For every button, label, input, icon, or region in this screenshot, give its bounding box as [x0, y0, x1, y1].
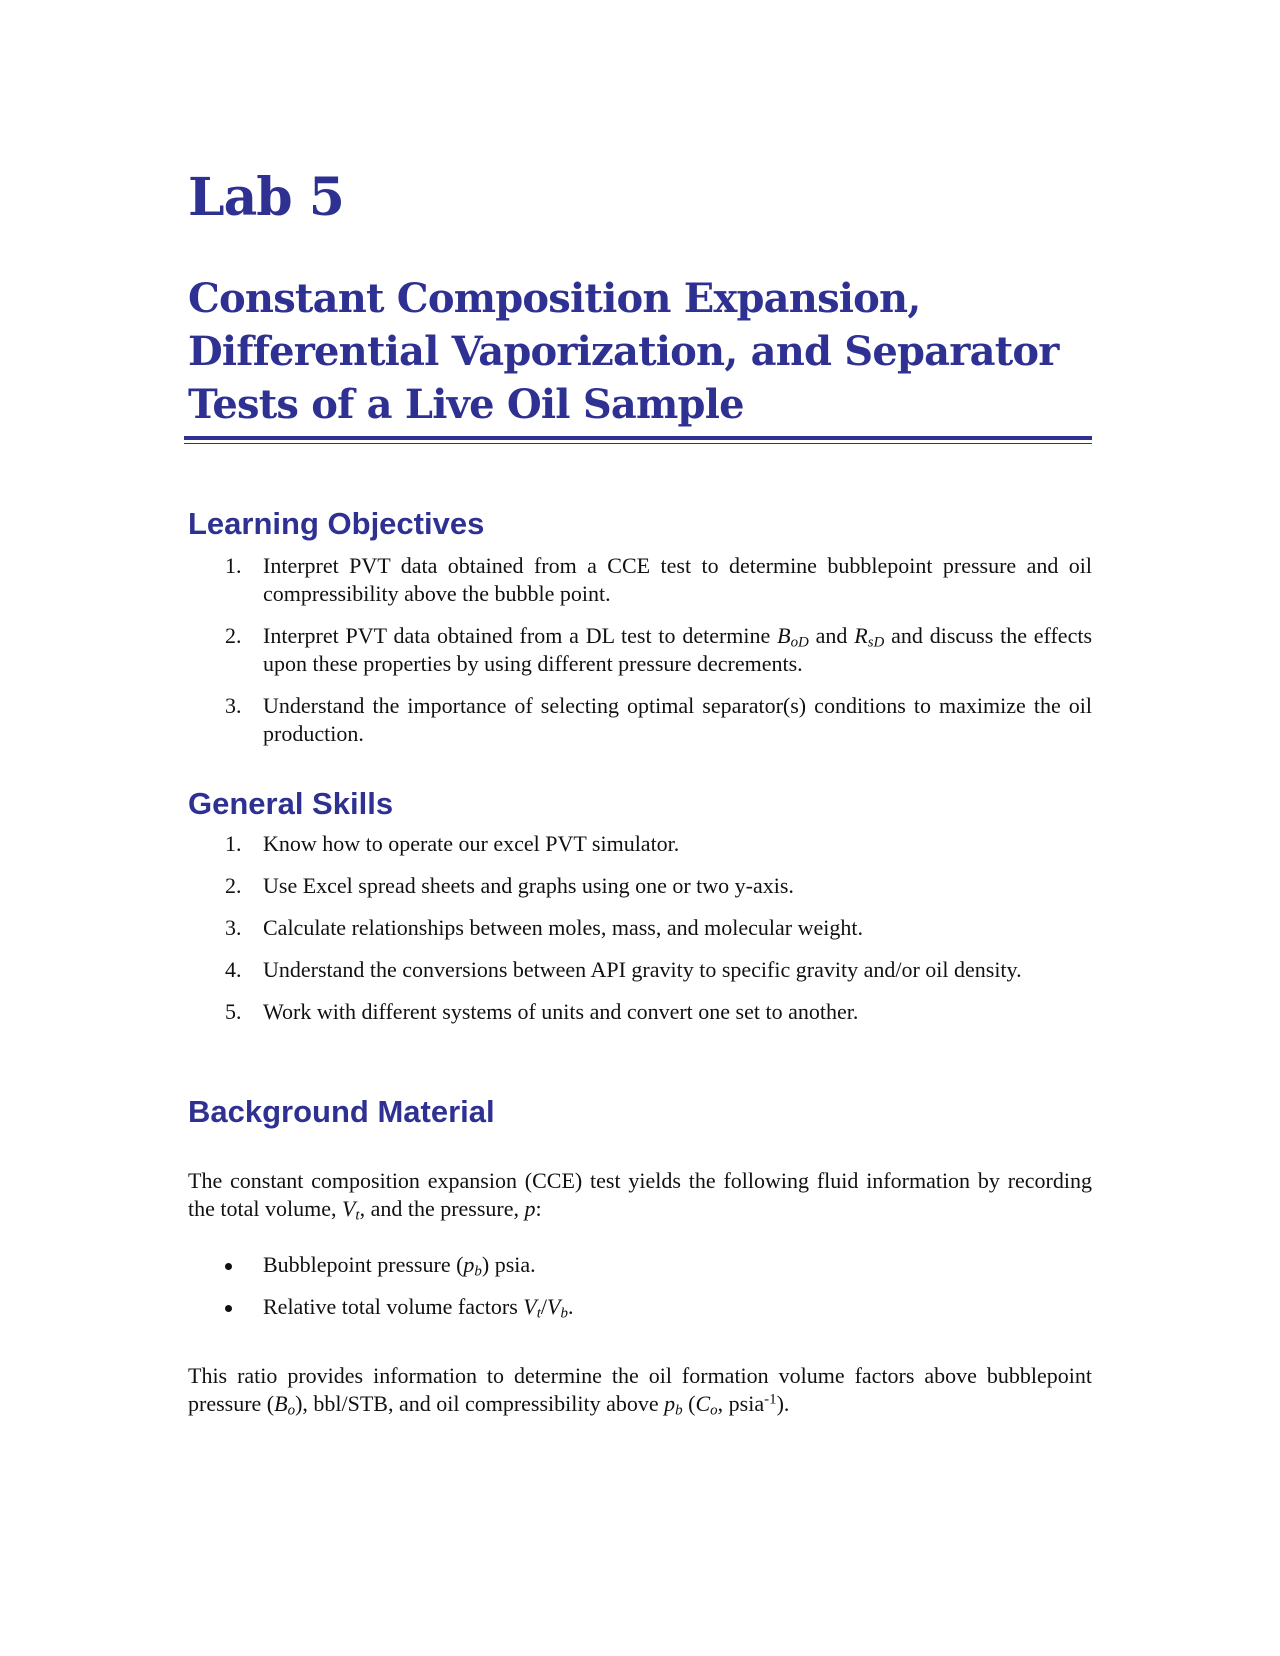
- list-item: [188, 552, 1092, 608]
- item-text: Understand the importance of selecting optimal separator(s) conditions to maximize the oil production.: [263, 693, 1092, 746]
- list-item: [188, 1293, 1092, 1321]
- item-text: Relative total volume factors $V_t/V_b$.: [263, 1294, 574, 1322]
- title-line: Differential Vaporization, and Separator: [188, 328, 1059, 375]
- learning-objectives-list: [188, 552, 1092, 748]
- item-text: Understand the conversions between API gravity to specific gravity and/or oil density.: [263, 957, 1022, 982]
- learning-objectives-heading: Learning Objectives: [188, 506, 485, 541]
- lab-label: Lab 5: [188, 167, 344, 228]
- list-item: [188, 622, 1092, 678]
- bullet-icon: [225, 1305, 232, 1312]
- item-text: Use Excel spread sheets and graphs using one or two y-axis.: [263, 873, 794, 898]
- item-number: 2.: [225, 623, 242, 648]
- list-item: [188, 998, 1092, 1026]
- background-intro-paragraph: The constant composition expansion (CCE) test yields the following fluid information by recording the total volume, $V_t$, and the pressure, p:: [188, 1168, 1092, 1224]
- item-text: Calculate relationships between moles, mass, and molecular weight.: [263, 915, 863, 940]
- list-item: [188, 830, 1092, 858]
- background-bullet-list: [188, 1251, 1092, 1321]
- item-text: Interpret PVT data obtained from a CCE test to determine bubblepoint pressure and oil compressibility above the bubble point.: [263, 553, 1092, 606]
- document-title: [188, 272, 1088, 431]
- item-text: Know how to operate our excel PVT simulator.: [263, 831, 680, 856]
- bullet-icon: [225, 1263, 232, 1270]
- list-item: [188, 1251, 1092, 1279]
- item-number: 2.: [225, 873, 242, 898]
- list-item: [188, 692, 1092, 748]
- item-number: 4.: [225, 957, 242, 982]
- item-number: 3.: [225, 915, 242, 940]
- background-material-heading: Background Material: [188, 1094, 495, 1129]
- title-line: Constant Composition Expansion,: [188, 275, 921, 322]
- item-number: 5.: [225, 999, 242, 1024]
- item-text: Bubblepoint pressure $(p_b)$ psia.: [263, 1252, 536, 1280]
- list-item: [188, 956, 1092, 984]
- item-number: 3.: [225, 693, 242, 718]
- general-skills-heading: General Skills: [188, 786, 394, 821]
- title-line: Tests of a Live Oil Sample: [188, 381, 744, 428]
- item-text: Interpret PVT data obtained from a DL test to determine $B_{oD}$ and $R_{sD}$ and discuss the effects upon these properties by using different pressure decrements.: [263, 623, 1093, 676]
- item-number: 1.: [225, 831, 242, 856]
- background-closing-paragraph: This ratio provides information to determine the oil formation volume factors above bubblepoint pressure $(B_o)$, bbl/STB, and oil compressibility above $p_b$ ($C_o$, psia$^{-1}$).: [188, 1363, 1092, 1419]
- list-item: [188, 914, 1092, 942]
- general-skills-list: [188, 830, 1092, 1026]
- item-number: 1.: [225, 553, 242, 578]
- title-divider-thin: [184, 443, 1092, 444]
- item-text: Work with different systems of units and convert one set to another.: [263, 999, 859, 1024]
- title-divider-thick: [184, 436, 1092, 440]
- list-item: [188, 872, 1092, 900]
